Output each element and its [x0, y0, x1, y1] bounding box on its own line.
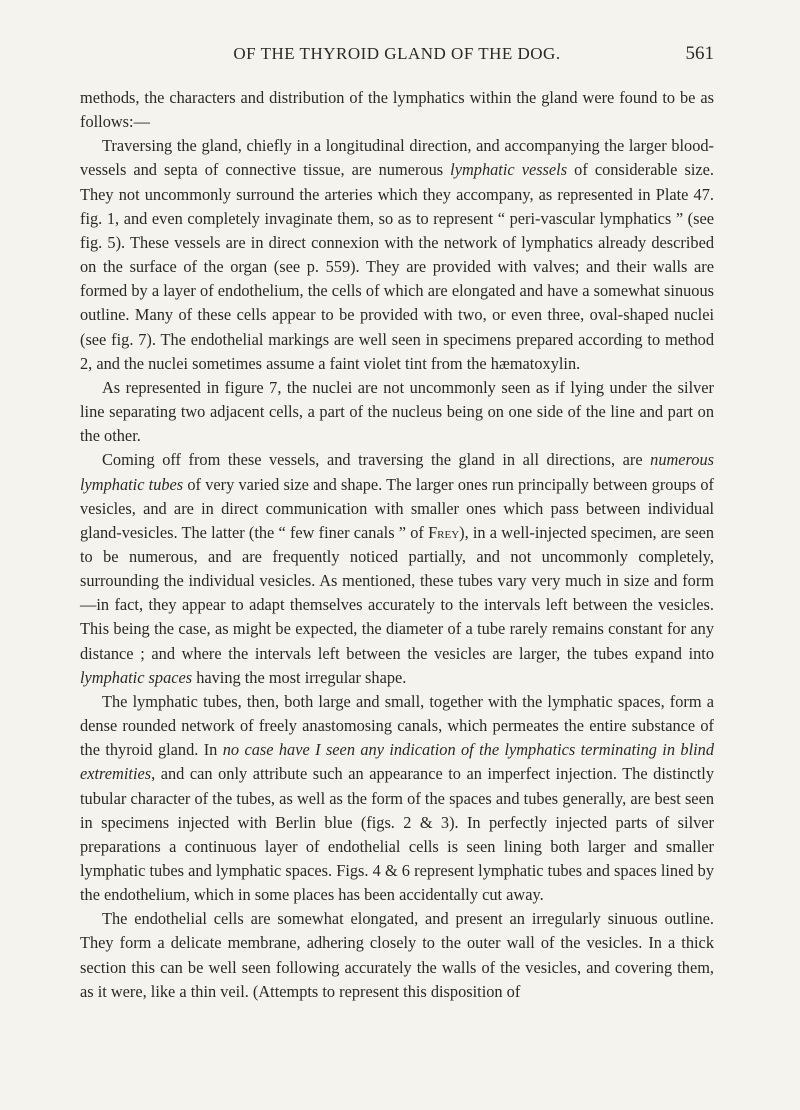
running-title: OF THE THYROID GLAND OF THE DOG. — [233, 44, 561, 63]
paragraph-6 — [80, 907, 714, 1004]
page-number: 561 — [685, 43, 714, 64]
italic-term-lymphatic-tubes: numerous lymphatic tubes — [80, 450, 714, 494]
body-text — [80, 86, 714, 1004]
paragraph-text: The endothelial cells are somewhat elongated, and present an irregularly sinuous outline. They form a delicate membrane, adhering closely to the outer wall of the vesicles. In a thick section this can be well seen following accurately the walls of the vesicles, and covering them, as it were, like a thin veil. (Attempts to represent this disposition of — [80, 909, 714, 1001]
paragraph-text: ), in a well-injected specimen, are seen to be numerous, and are frequently noticed partially, and not uncommonly completely, surrounding the individual vesicles. As mentioned, these tubes vary very much in size and form—in fact, they appear to adapt themselves accurately to the intervals left between the vesicles. This being the case, as might be expected, the diameter of a tube rarely remains constant for any distance ; and where the intervals left between the vesicles are larger, the tubes expand into — [80, 522, 715, 663]
running-head — [80, 44, 714, 74]
paragraph-text: of considerable size. They not uncommonly surround the arteries which they accompany, as represented in Plate 47. fig. 1, and even completely invaginate them, so as to represent “ peri-vascular lymphatics ” (see fig. 5). These vessels are in direct connexion with the network of lymphatics already described on the surface of the organ (see p. 559). They are provided with valves; and their walls are formed by a layer of endothelium, the cells of which are elongated and have a somewhat sinuous outline. Many of these cells appear to be provided with two, or even three, oval-shaped nuclei (see fig. 7). The endothelial markings are well seen in specimens prepared according to method 2, and the nuclei sometimes assume a faint violet tint from the hæmatoxylin. — [80, 160, 714, 373]
paragraph-text: methods, the characters and distribution of the lymphatics within the gland were found to be as follows:— — [80, 88, 714, 132]
paragraph-text: having the most irregular shape. — [192, 667, 407, 687]
paragraph-3 — [80, 376, 714, 448]
paragraph-text: Coming off from these vessels, and traversing the gland in all directions, are — [102, 450, 651, 470]
paragraph-text: , and can only attribute such an appearance to an imperfect injection. The distinctly tubular character of the tubes, as well as the form of the spaces and tubes generally, are best seen in specimens injected with Berlin blue (figs. 2 & 3). In perfectly injected parts of silver preparations a continuous layer of endothelial cells is seen lining both larger and smaller lymphatic tubes and lymphatic spaces. Figs. 4 & 6 represent lymphatic tubes and spaces lined by the endothelium, which in some places has been accidentally cut away. — [80, 764, 714, 905]
paragraph-text: of very varied size and shape. The larger ones run principally between groups of vesicles, and are in direct communication with smaller ones which pass between individual gland-vesicles. The latter (the “ few finer canals ” of — [80, 474, 714, 542]
paragraph-2 — [80, 134, 714, 376]
paragraph-text: As represented in figure 7, the nuclei are not uncommonly seen as if lying under the silver line separating two adjacent cells, a part of the nucleus being on one side of the line and part on the other. — [80, 377, 714, 446]
italic-emphasis-no-blind-extremities: no case have I seen any indication of the lymphatics terminating in blind extremities — [80, 740, 714, 784]
italic-term-lymphatic-spaces: lymphatic spaces — [80, 667, 193, 687]
paragraph-5 — [80, 690, 714, 907]
paragraph-text: The lymphatic tubes, then, both large and small, together with the lymphatic spaces, form a dense rounded network of freely anastomosing canals, which permeates the entire substance of the thyroid gland. In — [80, 691, 714, 760]
paragraph-1 — [80, 86, 714, 134]
paragraph-4 — [80, 448, 714, 690]
author-name-frey: Frey — [428, 522, 460, 542]
italic-term-lymphatic-vessels: lymphatic vessels — [450, 160, 568, 180]
paragraph-text: Traversing the gland, chiefly in a longitudinal direction, and accompanying the larger blood-vessels and septa of connective tissue, are numerous — [80, 136, 714, 180]
